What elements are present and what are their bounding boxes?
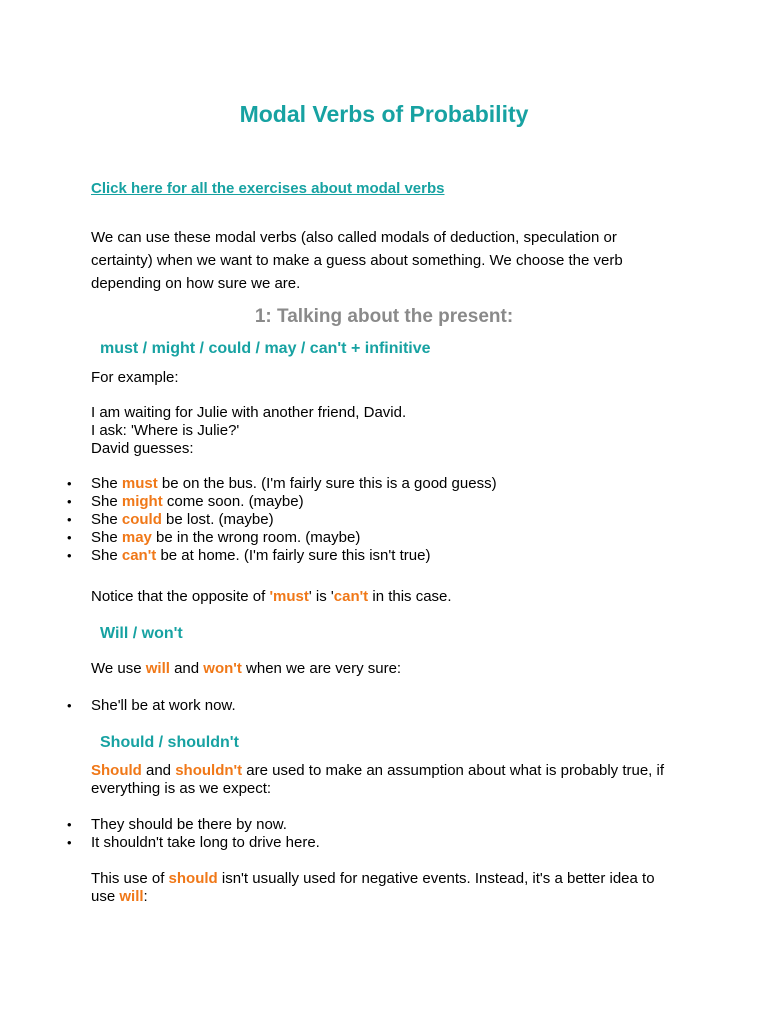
context-paragraph bbox=[91, 404, 406, 458]
will-examples-list bbox=[91, 697, 236, 715]
should-paragraph: Should and shouldn't are used to make an assumption about what is probably true, if everything is as we expect: bbox=[91, 762, 664, 797]
present-examples-list bbox=[91, 475, 497, 565]
list-item: • She'll be at work now. bbox=[91, 697, 236, 715]
context-line: I am waiting for Julie with another friend, David. bbox=[91, 404, 407, 421]
page-title: Modal Verbs of Probability bbox=[239, 101, 529, 127]
modal-highlight: must bbox=[121, 475, 158, 492]
subheading-modals-infinitive: must / might / could / may / can't + infinitive bbox=[100, 340, 431, 357]
exercises-link[interactable]: Click here for all the exercises about modal verbs bbox=[91, 180, 445, 197]
modal-highlight: might bbox=[121, 493, 163, 510]
list-item: • She may be in the wrong room. (maybe) bbox=[91, 529, 497, 547]
list-item: • They should be there by now. bbox=[91, 816, 320, 834]
list-item: • She can't be at home. (I'm fairly sure this isn't true) bbox=[91, 547, 497, 565]
notice-paragraph: Notice that the opposite of 'must' is 'can't in this case. bbox=[91, 588, 452, 605]
list-item: • She must be on the bus. (I'm fairly sure this is a good guess) bbox=[91, 475, 497, 493]
modal-highlight: may bbox=[121, 529, 152, 546]
will-paragraph: We use will and won't when we are very sure: bbox=[91, 660, 402, 677]
list-item: • She might come soon. (maybe) bbox=[91, 493, 497, 511]
should-note-paragraph: This use of should isn't usually used for negative events. Instead, it's a better idea to use will: bbox=[91, 870, 655, 905]
modal-highlight: can't bbox=[121, 547, 157, 564]
context-line: I ask: 'Where is Julie?' bbox=[91, 422, 240, 439]
context-line: David guesses: bbox=[91, 440, 194, 457]
subheading-should-shouldnt: Should / shouldn't bbox=[100, 734, 239, 751]
list-item: • She could be lost. (maybe) bbox=[91, 511, 497, 529]
list-item: • It shouldn't take long to drive here. bbox=[91, 834, 320, 852]
modal-highlight: could bbox=[121, 511, 162, 528]
for-example-label: For example: bbox=[91, 369, 179, 386]
should-examples-list bbox=[91, 816, 320, 852]
intro-paragraph: We can use these modal verbs (also called modals of deduction, speculation or certainty) when we want to make a guess about something. We choose the verb depending on how sure we are. bbox=[91, 229, 623, 292]
section-heading-present: 1: Talking about the present: bbox=[254, 306, 514, 327]
subheading-will-wont: Will / won't bbox=[100, 625, 183, 642]
